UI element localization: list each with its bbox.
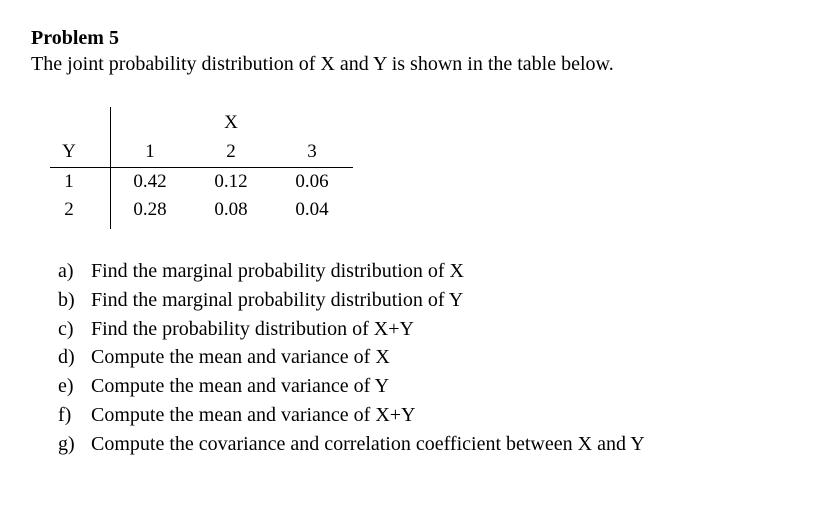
- column-header: 1: [145, 141, 155, 162]
- question-letter: f): [58, 403, 72, 426]
- table-horizontal-rule: [50, 167, 353, 168]
- table-cell: 0.12: [214, 171, 248, 192]
- table-cell: 0.06: [295, 171, 329, 192]
- column-header: 2: [226, 141, 236, 162]
- question-letter: g): [58, 432, 75, 455]
- table-vertical-rule: [110, 107, 111, 229]
- question-text: Compute the covariance and correlation coefficient between X and Y: [91, 432, 645, 455]
- question-item: [58, 372, 645, 401]
- question-item: [58, 430, 645, 459]
- question-text: Find the marginal probability distribution of Y: [91, 288, 464, 311]
- problem-title: Problem 5: [31, 27, 119, 49]
- question-text: Find the probability distribution of X+Y: [91, 317, 414, 340]
- question-item: [58, 343, 645, 372]
- row-variable-label: Y: [62, 141, 76, 162]
- column-variable-label: X: [224, 112, 238, 133]
- question-item: [58, 401, 645, 430]
- question-letter: b): [58, 288, 75, 311]
- question-letter: a): [58, 260, 74, 282]
- table-cell: 0.42: [133, 171, 167, 192]
- question-letter: e): [58, 375, 74, 398]
- problem-statement: The joint probability distribution of X and Y is shown in the table below.: [31, 53, 614, 75]
- question-letter: d): [58, 346, 75, 369]
- question-item: [58, 257, 645, 286]
- question-text: Compute the mean and variance of X+Y: [91, 403, 416, 426]
- table-cell: 0.04: [295, 199, 329, 220]
- column-header: 3: [307, 141, 317, 162]
- question-list: [58, 257, 645, 459]
- joint-distribution-table: [0, 0, 400, 240]
- table-cell: 0.08: [214, 199, 248, 220]
- question-text: Compute the mean and variance of X: [91, 346, 390, 369]
- row-header: 2: [64, 199, 74, 220]
- row-header: 1: [64, 171, 74, 192]
- question-text: Compute the mean and variance of Y: [91, 375, 390, 398]
- question-item: [58, 286, 645, 315]
- table-cell: 0.28: [133, 199, 167, 220]
- question-letter: c): [58, 317, 74, 340]
- question-item: [58, 315, 645, 344]
- question-text: Find the marginal probability distribution of X: [91, 260, 464, 282]
